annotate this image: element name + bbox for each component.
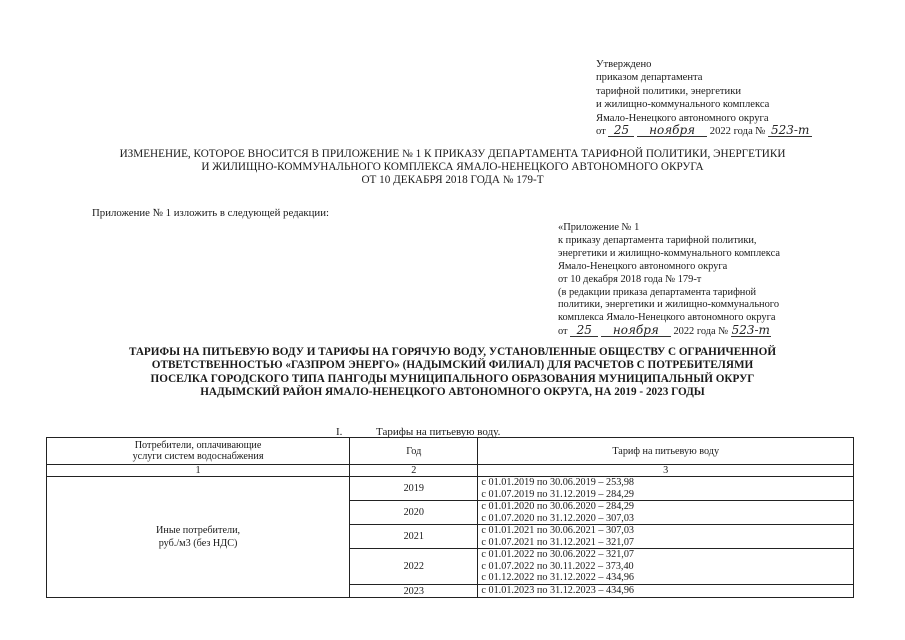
year-cell: 2019 <box>350 477 478 501</box>
tariff-period: с 01.07.2021 по 31.12.2021 – 321,07 <box>481 536 635 548</box>
tariff-table <box>46 437 854 598</box>
header-year: Год <box>350 438 478 465</box>
annex-line: (в редакции приказа департамента тарифной <box>558 286 757 298</box>
annex-line: Ямало-Ненецкого автономного округа <box>558 260 728 272</box>
column-number: 1 <box>47 465 350 477</box>
annex-line: к приказу департамента тарифной политики, <box>558 234 757 246</box>
section-title: Тарифы на питьевую воду. <box>376 426 501 438</box>
tariff-title <box>0 346 905 400</box>
change-title <box>0 148 905 188</box>
approval-line: Утверждено <box>596 59 652 70</box>
tariff-title-line: НАДЫМСКИЙ РАЙОН ЯМАЛО-НЕНЕЦКОГО АВТОНОМНОГО ОКРУГА, НА 2019 - 2023 ГОДЫ <box>200 386 705 399</box>
tariff-period: с 01.07.2020 по 31.12.2020 – 307,03 <box>481 512 635 524</box>
approval-line: Ямало-Ненецкого автономного округа <box>596 112 769 124</box>
annex-block <box>558 222 780 339</box>
change-title-line: И ЖИЛИЩНО-КОММУНАЛЬНОГО КОМПЛЕКСА ЯМАЛО-НЕНЕЦКОГО АВТОНОМНОГО ОКРУГА <box>201 161 704 174</box>
tariff-cell <box>478 501 854 525</box>
tariff-period: с 01.01.2022 по 30.06.2022 – 321,07 <box>481 549 635 561</box>
approval-line: тарифной политики, энергетики <box>596 85 742 97</box>
approval-block <box>596 58 812 138</box>
approval-date-line <box>596 125 812 138</box>
annex-date-month: ноября <box>601 325 671 337</box>
annex-line: политики, энергетики и жилищно-коммунального <box>558 299 780 311</box>
tariff-period: с 01.12.2022 по 31.12.2022 – 434,96 <box>481 572 635 584</box>
change-title-line: ИЗМЕНЕНИЕ, КОТОРОЕ ВНОСИТСЯ В ПРИЛОЖЕНИЕ № 1 К ПРИКАЗУ ДЕПАРТАМЕНТА ТАРИФНОЙ ПОЛИТИКИ, ЭНЕРГЕТИКИ <box>119 148 786 160</box>
consumer-label-line: Иные потребители, <box>156 525 241 536</box>
tariff-cell <box>478 477 854 501</box>
header-consumers-line: услуги систем водоснабжения <box>132 451 264 462</box>
consumer-cell <box>47 477 350 598</box>
header-consumers-line: Потребители, оплачивающие <box>134 439 262 451</box>
intro-text: Приложение № 1 изложить в следующей редакции: <box>92 207 329 219</box>
tariff-period: с 01.01.2023 по 31.12.2023 – 434,96 <box>481 585 635 597</box>
year-cell: 2020 <box>350 501 478 525</box>
tariff-period: с 01.07.2022 по 30.11.2022 – 373,40 <box>481 560 634 572</box>
approval-date-prefix: от <box>596 126 606 138</box>
approval-date-day: 25 <box>608 125 634 137</box>
tariff-title-line: ПОСЕЛКА ГОРОДСКОГО ТИПА ПАНГОДЫ МУНИЦИПАЛЬНОГО ОБРАЗОВАНИЯ МУНИЦИПАЛЬНЫЙ ОКРУГ <box>150 372 755 385</box>
change-title-line: ОТ 10 ДЕКАБРЯ 2018 ГОДА № 179-Т <box>361 174 544 187</box>
tariff-period: с 01.01.2020 по 30.06.2020 – 284,29 <box>481 501 635 512</box>
table-header-row <box>47 438 854 465</box>
approval-order-number: 523-т <box>768 125 812 137</box>
annex-date-day: 25 <box>570 325 598 337</box>
tariff-cell <box>478 585 854 598</box>
approval-date-year: 2022 года № <box>709 126 766 138</box>
annex-date-prefix: от <box>558 326 568 338</box>
tariff-period: с 01.01.2021 по 30.06.2021 – 307,03 <box>481 525 635 536</box>
annex-line: «Приложение № 1 <box>558 222 640 233</box>
tariff-title-line: ТАРИФЫ НА ПИТЬЕВУЮ ВОДУ И ТАРИФЫ НА ГОРЯЧУЮ ВОДУ, УСТАНОВЛЕННЫЕ ОБЩЕСТВУ С ОГРАНИЧЕННОЙ <box>128 346 777 358</box>
tariff-cell <box>478 525 854 549</box>
approval-line: и жилищно-коммунального комплекса <box>596 99 770 111</box>
section-number: I. <box>336 426 343 438</box>
column-number: 2 <box>350 465 478 477</box>
annex-date-line <box>558 325 780 339</box>
year-cell: 2021 <box>350 525 478 549</box>
tariff-cell <box>478 549 854 585</box>
annex-date-year: 2022 года № <box>673 326 729 338</box>
year-cell: 2022 <box>350 549 478 585</box>
column-number: 3 <box>478 465 854 477</box>
tariff-period: с 01.07.2019 по 31.12.2019 – 284,29 <box>481 488 635 500</box>
year-cell: 2023 <box>350 585 478 598</box>
table-row <box>47 477 854 501</box>
tariff-period: с 01.01.2019 по 30.06.2019 – 253,98 <box>481 477 635 488</box>
approval-line: приказом департамента <box>596 72 703 84</box>
annex-line: энергетики и жилищно-коммунального комплекса <box>558 247 780 259</box>
annex-order-number: 523-т <box>731 323 770 338</box>
annex-line: от 10 декабря 2018 года № 179-т <box>558 273 702 285</box>
column-number-row <box>47 465 854 477</box>
tariff-title-line: ОТВЕТСТВЕННОСТЬЮ «ГАЗПРОМ ЭНЕРГО» (НАДЫМСКИЙ ФИЛИАЛ) ДЛЯ РАСЧЕТОВ С ПОТРЕБИТЕЛЯМИ <box>151 359 754 372</box>
header-tariff: Тариф на питьевую воду <box>478 438 854 465</box>
consumer-label-line: руб./м3 (без НДС) <box>158 538 238 549</box>
approval-date-month: ноября <box>637 125 707 137</box>
header-consumers <box>47 438 350 465</box>
annex-line: комплекса Ямало-Ненецкого автономного округа <box>558 312 776 324</box>
